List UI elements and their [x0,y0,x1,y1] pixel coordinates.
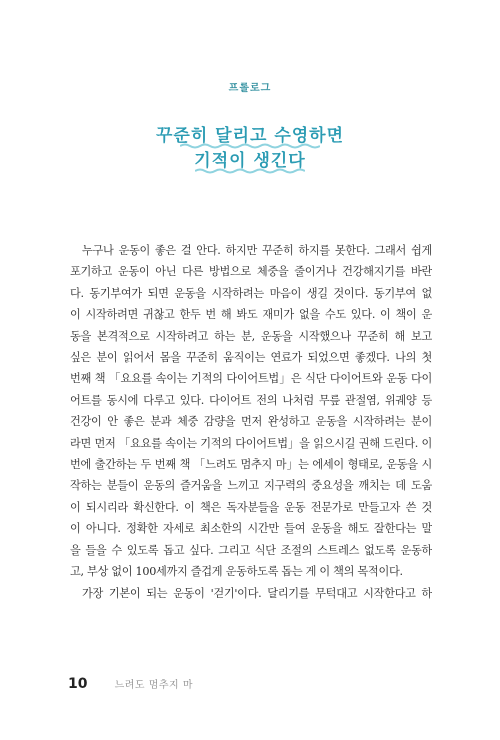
body-line: 다. 동기부여가 되면 운동을 시작하려는 마음이 생길 것이다. 동기부여 없 [70,286,432,300]
body-line: 고, 부상 없이 100세까지 즐겁게 운동하도록 돕는 게 이 책의 목적이다. [70,565,403,579]
chapter-title [0,124,500,174]
running-book-title: 느려도 멈추지 마 [114,680,194,691]
body-line: 을 들을 수 있도록 돕고 싶다. 그리고 식단 조절의 스트레스 없도록 운동하 [70,543,432,557]
body-line: 싶은 분이 읽어서 몸을 꾸준히 움직이는 연료가 되었으면 좋겠다. 나의 첫 [70,351,432,365]
body-line: 누구나 운동이 좋은 걸 안다. 하지만 꾸준히 하지를 못한다. 그래서 쉽게 [82,244,432,257]
body-line: 번째 책 「요요를 속이는 기적의 다이어트법」은 식단 다이어트와 운동 다이 [70,372,432,386]
title-line-2: 기적이 생긴다 [194,151,306,171]
body-line: 건강이 안 좋은 분과 체중 감량을 먼저 완성하고 운동을 시작하려는 분이 [70,415,432,429]
body-line: 동을 본격적으로 시작하려고 하는 분, 운동을 시작했으나 꾸준히 해 보고 [70,329,432,343]
body-line: 가장 기본이 되는 운동이 '걷기'이다. 달리기를 무턱대고 시작한다고 하 [82,586,432,600]
body-line: 이 시작하려면 귀찮고 한두 번 해 봐도 재미가 없을 수도 있다. 이 책이 운 [70,308,432,322]
body-line: 라면 먼저 「요요를 속이는 기적의 다이어트법」을 읽으시길 권해 드린다. 이 [70,436,432,450]
body-line: 어트를 동시에 다루고 있다. 다이어트 전의 나처럼 무릎 관절염, 위궤양 등 [70,393,432,407]
title-line-1: 꾸준히 달리고 수영하면 [155,126,345,146]
body-line: 작하는 분들이 운동의 즐거움을 느끼고 지구력의 중요성을 깨치는 데 도움 [70,479,432,493]
page-number: 10 [68,676,88,692]
body-line: 이 아니다. 정확한 자세로 최소한의 시간만 들여 운동을 해도 잘한다는 말 [70,522,432,536]
section-label: 프롤로그 [228,83,272,94]
body-line: 번에 출간하는 두 번째 책 「느려도 멈추지 마」는 에세이 형태로, 운동을 시 [70,458,432,472]
body-paragraphs [70,240,432,604]
body-line: 포기하고 운동이 아닌 다른 방법으로 체중을 줄이거나 건강해지기를 바란 [70,265,432,279]
body-line: 이 되시리라 확신한다. 이 책은 독자분들을 운동 전문가로 만들고자 쓴 것 [70,500,432,514]
page-footer [68,673,193,692]
